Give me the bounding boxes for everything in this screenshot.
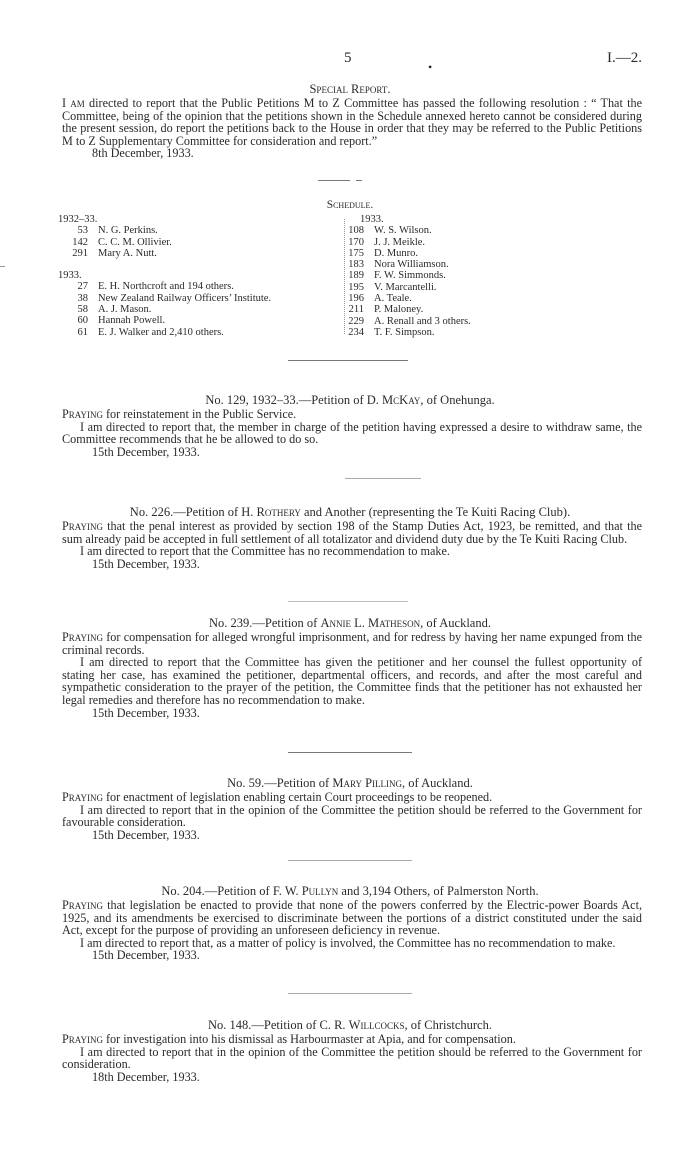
praying-word: Praying <box>62 630 103 644</box>
schedule-entry: 291 Mary A. Nutt. <box>72 247 157 259</box>
petition-body: Praying that legislation be enacted to provide that none of the powers conferred by the Electric-power Boards Act, 1925, and its amendments be exercised to discriminate between the portions of a district constituted under the said Act, except for the purpose of providing an unforeseen deficiency in revenue. I am directed to report that, as a matter of policy is involved, the Committee has no recommendation to make. 15th December, 1933. <box>62 898 642 963</box>
divider <box>288 860 412 861</box>
schedule-entry: 195 V. Marcantelli. <box>348 281 437 293</box>
special-report-title: Special Report. <box>309 82 391 96</box>
report-date: 8th December, 1933. <box>92 146 194 161</box>
schedule-entry: 60 Hannah Powell. <box>77 315 166 327</box>
schedule-entry: 175 D. Munro. <box>348 247 419 259</box>
petition-date: 18th December, 1933. <box>92 1069 200 1084</box>
schedule-entry: 108 W. S. Wilson. <box>348 225 432 237</box>
schedule-year: 1933. <box>360 214 384 225</box>
schedule-title: Schedule. <box>326 199 374 211</box>
petition-body: Praying for investigation into his dismissal as Harbourmaster at Apia, and for compensation. I am directed to report that in the opinion of the Committee the petition should be referred to the Government for consideration. 18th December, 1933. <box>62 1032 642 1084</box>
schedule-year: 1932–33. <box>58 214 98 225</box>
schedule-entry: 183 Nora Williamson. <box>348 259 449 271</box>
ink-dot: • <box>428 60 433 74</box>
petition-report: I am directed to report that, as a matter of policy is involved, the Committee has no recommendation to make. <box>80 935 616 950</box>
praying-word: Praying <box>62 790 103 804</box>
petition-title: No. 239.—Petition of Annie L. Matheson, of Auckland. <box>209 616 491 630</box>
divider <box>318 180 350 181</box>
paper-reference: I.—2. <box>607 50 642 66</box>
praying-word: Praying <box>62 519 103 533</box>
page-number: 5 <box>344 50 352 66</box>
divider <box>288 752 412 753</box>
petition-title: No. 148.—Petition of C. R. Willcocks, of Christchurch. <box>208 1018 492 1032</box>
petition-title: No. 226.—Petition of H. Rothery and Another (representing the Te Kuiti Racing Club). <box>129 505 571 519</box>
divider <box>288 360 408 361</box>
schedule-entry: 170 J. J. Meikle. <box>348 236 426 248</box>
schedule-entry: 53 N. G. Perkins. <box>77 225 158 237</box>
schedule-left-column <box>58 214 271 338</box>
schedule-entry: 234 T. F. Simpson. <box>348 326 435 338</box>
schedule-year: 1933. <box>58 270 82 282</box>
schedule-entry: 229 A. Renall and 3 others. <box>348 315 471 327</box>
petition-date: 15th December, 1933. <box>92 444 200 459</box>
petition-body: Praying for reinstatement in the Public Service. I am directed to report that, the member in charge of the petition having expressed a desire to withdraw same, the Committee recommends that he be allowed to do so. 15th December, 1933. <box>62 407 642 459</box>
special-report-text <box>62 97 642 160</box>
report-opening: I am <box>62 96 85 110</box>
petition-report: I am directed to report that in the opinion of the Committee the petition should be referred to the Government for consideration. <box>62 1044 642 1072</box>
schedule-entry: 61 E. J. Walker and 2,410 others. <box>77 326 224 338</box>
praying-word: Praying <box>62 898 103 912</box>
petition-report: I am directed to report that the Committee has given the petitioner and her counsel the fullest opportunity of stating her case, has examined the petitioner, departmental officers, and records, and after the most careful and sympathetic consideration to the prayer of the petition, the Committee finds that the petitioner has not exhausted her legal remedies and therefore has no recommendation to make. <box>62 655 642 707</box>
petition-date: 15th December, 1933. <box>92 827 200 842</box>
divider <box>356 180 362 181</box>
petition-title: No. 59.—Petition of Mary Pilling, of Auckland. <box>227 776 473 790</box>
petition-date: 15th December, 1933. <box>92 705 200 720</box>
petition-report: I am directed to report that in the opinion of the Committee the petition should be referred to the Government for favourable consideration. <box>62 802 642 830</box>
petition-title: No. 129, 1932–33.—Petition of D. McKay, of Onehunga. <box>205 393 495 407</box>
petition-title: No. 204.—Petition of F. W. Pullyn and 3,194 Others, of Palmerston North. <box>161 884 539 898</box>
schedule-entry: 189 F. W. Simmonds. <box>348 270 446 282</box>
report-body: directed to report that the Public Petitions M to Z Committee has passed the following resolution : “ That the Committee, being of the opinion that the petitions shown in the Schedule annexed hereto cannot be considered during the present session, do report the petitions back to the House in order that they may be referred to the Public Petitions M to Z Supplementary Committee for consideration and report.” <box>62 96 642 148</box>
schedule-entry: 196 A. Teale. <box>348 293 412 305</box>
petition-date: 15th December, 1933. <box>92 556 200 571</box>
petition-body: Praying for enactment of legislation enabling certain Court proceedings to be reopened. I am directed to report that in the opinion of the Committee the petition should be referred to the Government for favourable consideration. 15th December, 1933. <box>62 790 642 842</box>
schedule-entry: 38 New Zealand Railway Officers’ Institute. <box>77 292 272 304</box>
praying-word: Praying <box>62 1032 103 1046</box>
petition-body: Praying that the penal interest as provided by section 198 of the Stamp Duties Act, 1923, be remitted, and that the sum already paid be accepted in full settlement of all totalizator and dividend duty due by the Te Kuiti Racing Club. I am directed to report that the Committee has no recommendation to make. 15th December, 1933. <box>62 519 642 571</box>
schedule-right-column <box>334 214 471 338</box>
petition-date: 15th December, 1933. <box>92 948 200 963</box>
margin-mark <box>0 266 5 267</box>
petition-report: I am directed to report that the Committee has no recommendation to make. <box>80 544 450 559</box>
praying-word: Praying <box>62 407 103 421</box>
schedule-entry: 211 P. Maloney. <box>348 304 424 316</box>
schedule-entry: 27 E. H. Northcroft and 194 others. <box>77 281 234 293</box>
schedule-entry: 142 C. C. M. Ollivier. <box>72 236 172 248</box>
divider <box>345 478 421 479</box>
petition-body: Praying for compensation for alleged wrongful imprisonment, and for redress by having her name expunged from the criminal records. I am directed to report that the Committee has given the petitioner and her counsel the fullest opportunity of stating her case, has examined the petitioner, departmental officers, and records, and after the most careful and sympathetic consideration to the prayer of the petition, the Committee finds that the petitioner has not exhausted her legal remedies and therefore has no recommendation to make. 15th December, 1933. <box>62 630 642 720</box>
schedule-entry: 58 A. J. Mason. <box>77 304 152 316</box>
divider <box>288 601 408 602</box>
divider <box>288 993 412 994</box>
petition-report: I am directed to report that, the member in charge of the petition having expressed a desire to withdraw same, the Committee recommends that he be allowed to do so. <box>62 419 642 447</box>
